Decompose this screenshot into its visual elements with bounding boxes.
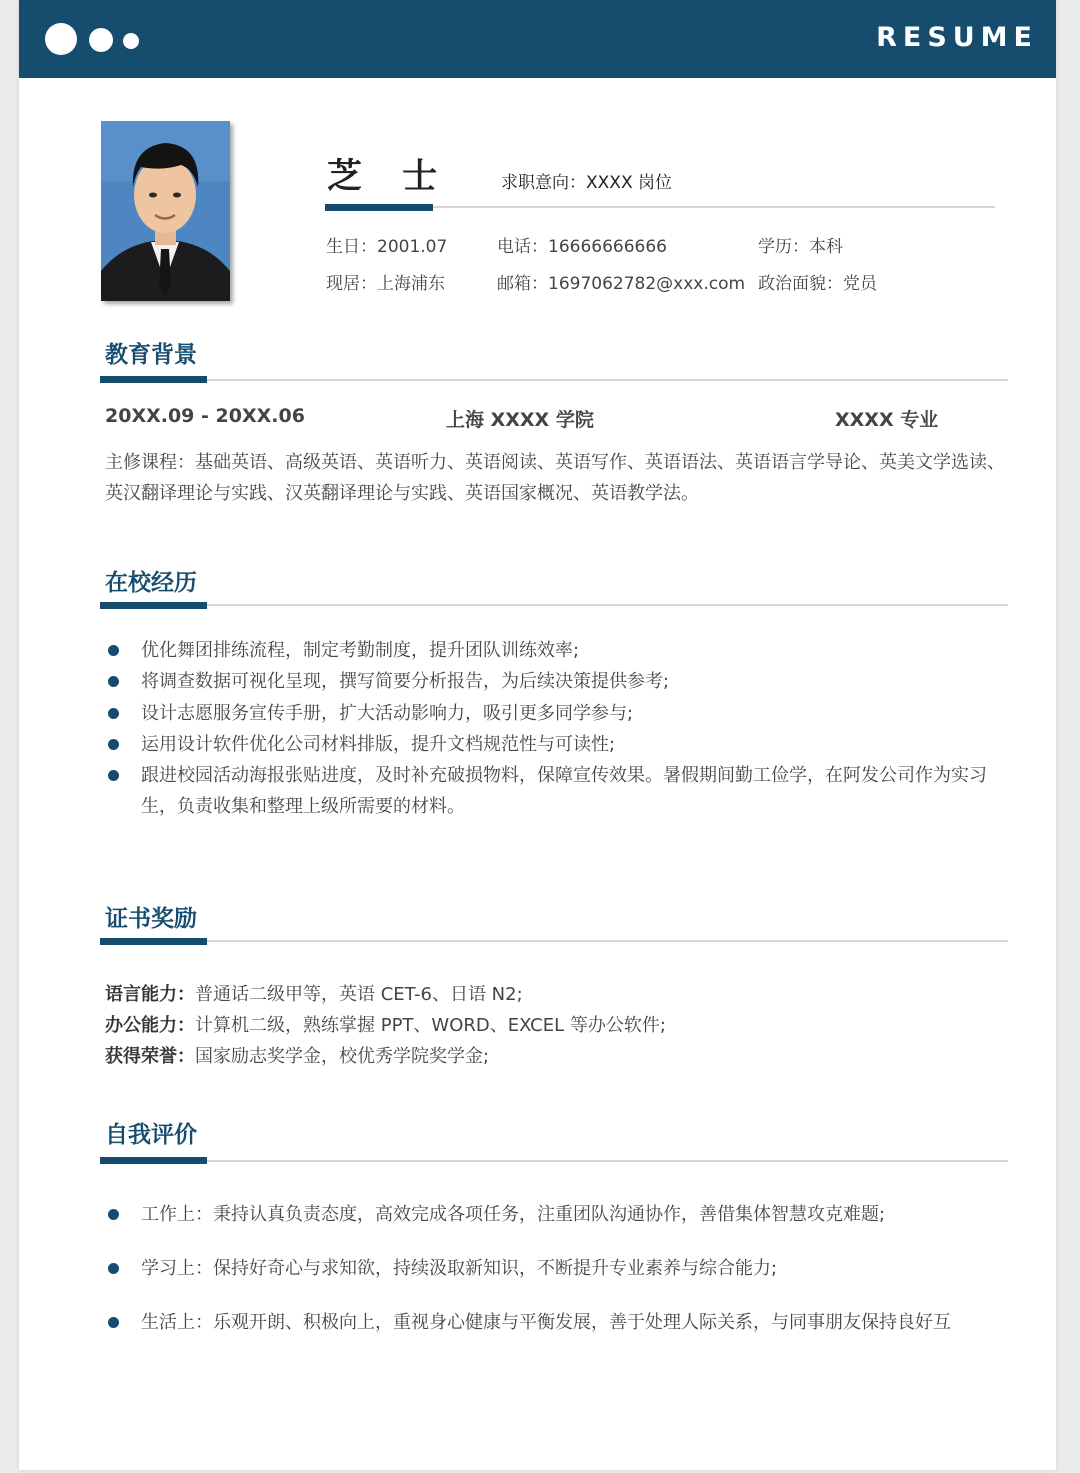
bullet-icon	[108, 676, 119, 687]
education-major: XXXX 专业	[835, 409, 939, 431]
bullet-icon	[108, 1263, 119, 1274]
education-courses: 主修课程：基础英语、高级英语、英语听力、英语阅读、英语写作、英语语法、英语语言学导论、英美文学选读、英汉翻译理论与实践、汉英翻译理论与实践、英语国家概况、英语教学法。	[105, 452, 1005, 504]
section-title-education: 教育背景	[105, 342, 197, 368]
self-item: 生活上：乐观开朗、积极向上，重视身心健康与平衡发展，善于处理人际关系，与同事朋友保持良好互	[141, 1312, 951, 1333]
job-intent: 求职意向：XXXX 岗位	[501, 173, 672, 193]
certificate-label: 办公能力：	[105, 1015, 195, 1036]
candidate-name: 芝 士	[327, 157, 452, 197]
resume-label: RESUME	[876, 22, 1038, 53]
certificate-language	[105, 980, 523, 1006]
self-item: 学习上：保持好奇心与求知欲，持续汲取新知识，不断提升专业素养与综合能力;	[141, 1258, 778, 1279]
resume-page	[19, 0, 1056, 1470]
email-info: 邮箱：1697062782@xxx.com	[497, 274, 746, 294]
education-accent-bar	[100, 376, 207, 383]
campus-item: 跟进校园活动海报张贴进度，及时补充破损物料，保障宣传效果。暑假期间勤工俭学，在阿发公司作为实习生，负责收集和整理上级所需要的材料。	[141, 765, 987, 817]
bullet-icon	[108, 708, 119, 719]
dot-large-icon	[45, 23, 77, 55]
campus-item: 将调查数据可视化呈现，撰写简要分析报告，为后续决策提供参考;	[141, 671, 670, 692]
campus-divider	[100, 604, 1008, 606]
phone-info: 电话：16666666666	[497, 237, 667, 257]
section-title-certificates: 证书奖励	[105, 906, 197, 932]
bullet-icon	[108, 1209, 119, 1220]
education-divider	[100, 379, 1008, 381]
dot-small-icon	[123, 33, 139, 49]
political-status-info: 政治面貌：党员	[758, 274, 877, 294]
certificate-honors	[105, 1042, 489, 1068]
certificate-text: 普通话二级甲等，英语 CET-6、日语 N2;	[195, 984, 523, 1005]
campus-item: 运用设计软件优化公司材料排版，提升文档规范性与可读性;	[141, 734, 616, 755]
education-school: 上海 XXXX 学院	[446, 409, 594, 431]
bullet-icon	[108, 645, 119, 656]
self-divider	[100, 1160, 1008, 1162]
certificates-accent-bar	[100, 938, 207, 945]
certificates-divider	[100, 940, 1008, 942]
certificate-label: 获得荣誉：	[105, 1046, 195, 1067]
name-accent-bar	[325, 204, 433, 211]
bullet-icon	[108, 770, 119, 781]
campus-accent-bar	[100, 602, 207, 609]
self-accent-bar	[100, 1157, 207, 1164]
campus-item: 优化舞团排练流程，制定考勤制度，提升团队训练效率;	[141, 640, 580, 661]
section-title-self-evaluation: 自我评价	[105, 1122, 197, 1148]
residence-info: 现居：上海浦东	[326, 274, 445, 294]
top-banner	[19, 0, 1056, 78]
birth-info: 生日：2001.07	[326, 237, 448, 257]
dot-medium-icon	[89, 28, 113, 52]
portrait-photo	[101, 121, 230, 301]
education-level-info: 学历：本科	[758, 237, 843, 257]
certificate-label: 语言能力：	[105, 984, 195, 1005]
certificate-office	[105, 1011, 666, 1037]
self-item: 工作上：秉持认真负责态度，高效完成各项任务，注重团队沟通协作，善借集体智慧攻克难题;	[141, 1204, 886, 1225]
certificate-text: 计算机二级，熟练掌握 PPT、WORD、EXCEL 等办公软件;	[195, 1015, 666, 1036]
education-period: 20XX.09 - 20XX.06	[105, 405, 305, 427]
bullet-icon	[108, 739, 119, 750]
section-title-campus: 在校经历	[105, 570, 197, 596]
bullet-icon	[108, 1317, 119, 1328]
campus-item: 设计志愿服务宣传手册，扩大活动影响力，吸引更多同学参与;	[141, 703, 634, 724]
certificate-text: 国家励志奖学金，校优秀学院奖学金;	[195, 1046, 490, 1067]
